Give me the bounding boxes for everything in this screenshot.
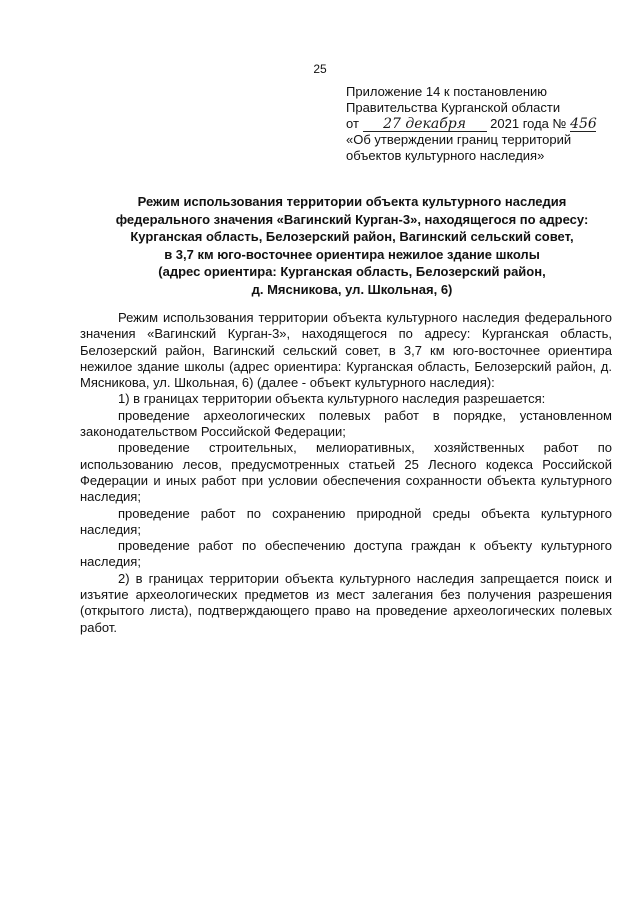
appendix-header	[346, 84, 626, 164]
body-paragraph: 2) в границах территории объекта культурного наследия запрещается поиск и изъятие археологических предметов из мест залегания без получения разрешения (открытого листа), подтверждающего право на проведение археологических полевых работ.	[80, 570, 612, 635]
body-paragraph: проведение работ по обеспечению доступа граждан к объекту культурного наследия;	[80, 538, 612, 570]
document-title	[92, 193, 612, 298]
appendix-line-1: Приложение 14 к постановлению	[346, 84, 548, 99]
body-paragraph: проведение археологических полевых работ в порядке, установленном законодательством Российской Федерации;	[80, 407, 612, 440]
body-paragraph: Режим использования территории объекта культурного наследия федерального значения «Вагинский Курган-3», находящегося по адресу: Курганская область, Белозерский район, Вагинский сельский совет, в 3,7 км юго-восточнее ориентира нежилое здание школы (адрес ориентира: Курганская область, Белозерский район, д. Мясникова, ул. Школьная, 6) (далее - объект культурного наследия):	[80, 310, 612, 391]
appendix-date-line	[346, 116, 626, 132]
appendix-from-label: от	[346, 116, 359, 131]
title-line: в 3,7 км юго-восточнее ориентира нежилое здание школы	[164, 246, 540, 262]
handwritten-number: 456	[570, 116, 597, 132]
appendix-line-5: объектов культурного наследия»	[346, 148, 545, 163]
body-paragraph: 1) в границах территории объекта культурного наследия разрешается:	[118, 391, 546, 407]
body-paragraph: проведение работ по сохранению природной среды объекта культурного наследия;	[80, 505, 612, 537]
title-line: (адрес ориентира: Курганская область, Белозерский район,	[158, 264, 546, 279]
body-paragraph: проведение строительных, мелиоративных, хозяйственных работ по использованию лесов, предусмотренных статьей 25 Лесного кодекса Российской Федерации и иных работ при условии обеспечения сохранности объекта культурного наследия;	[80, 440, 612, 505]
handwritten-date: 27 декабря	[363, 118, 487, 132]
appendix-year-text: 2021 года №	[490, 116, 567, 131]
appendix-line-4: «Об утверждении границ территорий	[346, 132, 572, 147]
title-line: Курганская область, Белозерский район, Вагинский сельский совет,	[130, 229, 574, 244]
appendix-line-2: Правительства Курганской области	[346, 100, 561, 115]
page-number: 25	[313, 62, 327, 76]
title-line: Режим использования территории объекта культурного наследия	[137, 194, 567, 209]
title-line: федерального значения «Вагинский Курган-3», находящегося по адресу:	[115, 211, 589, 227]
document-body	[80, 310, 612, 636]
title-line: д. Мясникова, ул. Школьная, 6)	[251, 281, 453, 297]
